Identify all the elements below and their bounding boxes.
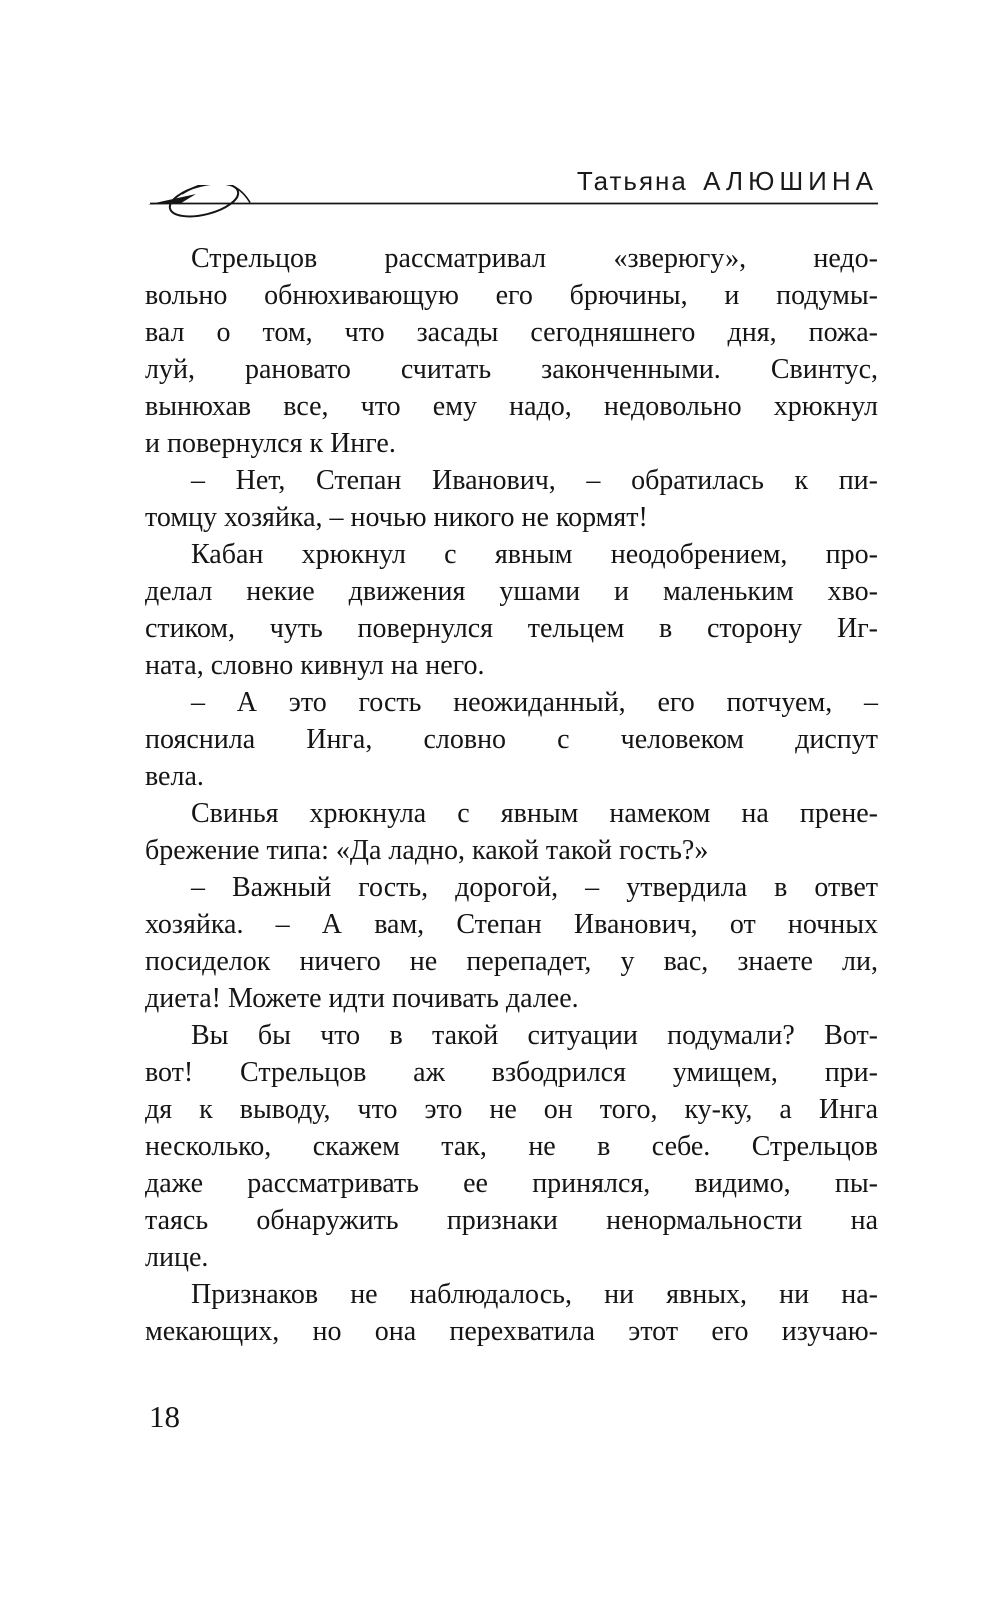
author-last-name: АЛЮШИНА — [703, 166, 878, 196]
text-line: вал о том, что засады сегодняшнего дня, пожа- — [145, 317, 878, 348]
text-line: Кабан хрюкнул с явным неодобрением, про- — [191, 539, 878, 570]
page-number: 18 — [149, 1399, 180, 1434]
text-line: таясь обнаружить признаки ненормальности на — [145, 1205, 878, 1236]
text-line: брежение типа: «Да ладно, какой такой гость?» — [145, 835, 709, 866]
text-line: даже рассматривать ее принялся, видимо, пы- — [145, 1168, 878, 1199]
text-line: Стрельцов рассматривал «зверюгу», недо- — [191, 243, 878, 274]
text-line: – Важный гость, дорогой, – утвердила в ответ — [191, 872, 878, 903]
text-line: делал некие движения ушами и маленьким хво- — [145, 576, 878, 607]
text-line: дя к выводу, что это не он того, ку-ку, а Инга — [145, 1094, 878, 1125]
header-rule-flourish-icon — [140, 185, 880, 225]
text-line: несколько, скажем так, не в себе. Стрельцов — [145, 1131, 878, 1162]
text-line: посиделок ничего не перепадет, у вас, знаете ли, — [145, 946, 878, 977]
text-line: пояснила Инга, словно с человеком диспут — [145, 724, 878, 755]
text-line: вела. — [145, 761, 204, 792]
text-line: – Нет, Степан Иванович, – обратилась к пи- — [191, 465, 878, 496]
author-first-name: Татьяна — [576, 166, 688, 196]
text-line: лице. — [145, 1242, 209, 1273]
text-line: стиком, чуть повернулся тельцем в сторону Иг- — [145, 613, 878, 644]
text-line: луй, рановато считать законченными. Свинтус, — [145, 354, 878, 385]
text-line: вольно обнюхивающую его брючины, и подумы- — [145, 280, 878, 311]
text-line: томцу хозяйка, – ночью никого не кормят! — [145, 502, 648, 533]
text-line: мекающих, но она перехватила этот его изучаю- — [145, 1316, 878, 1347]
text-line: Признаков не наблюдалось, ни явных, ни на- — [191, 1279, 878, 1310]
text-line: вот! Стрельцов аж взбодрился умищем, при- — [145, 1057, 878, 1088]
text-line: хозяйка. – А вам, Степан Иванович, от ночных — [145, 909, 878, 940]
text-line: Свинья хрюкнула с явным намеком на прене- — [191, 798, 878, 829]
text-line: – А это гость неожиданный, его потчуем, – — [191, 687, 878, 718]
body-text — [145, 240, 878, 1350]
text-line: ната, словно кивнул на него. — [145, 650, 485, 681]
text-line: вынюхав все, что ему надо, недовольно хрюкнул — [145, 391, 878, 422]
text-line: диета! Можете идти почивать далее. — [145, 983, 579, 1014]
text-line: и повернулся к Инге. — [145, 428, 396, 459]
text-line: Вы бы что в такой ситуации подумали? Вот- — [191, 1020, 878, 1051]
